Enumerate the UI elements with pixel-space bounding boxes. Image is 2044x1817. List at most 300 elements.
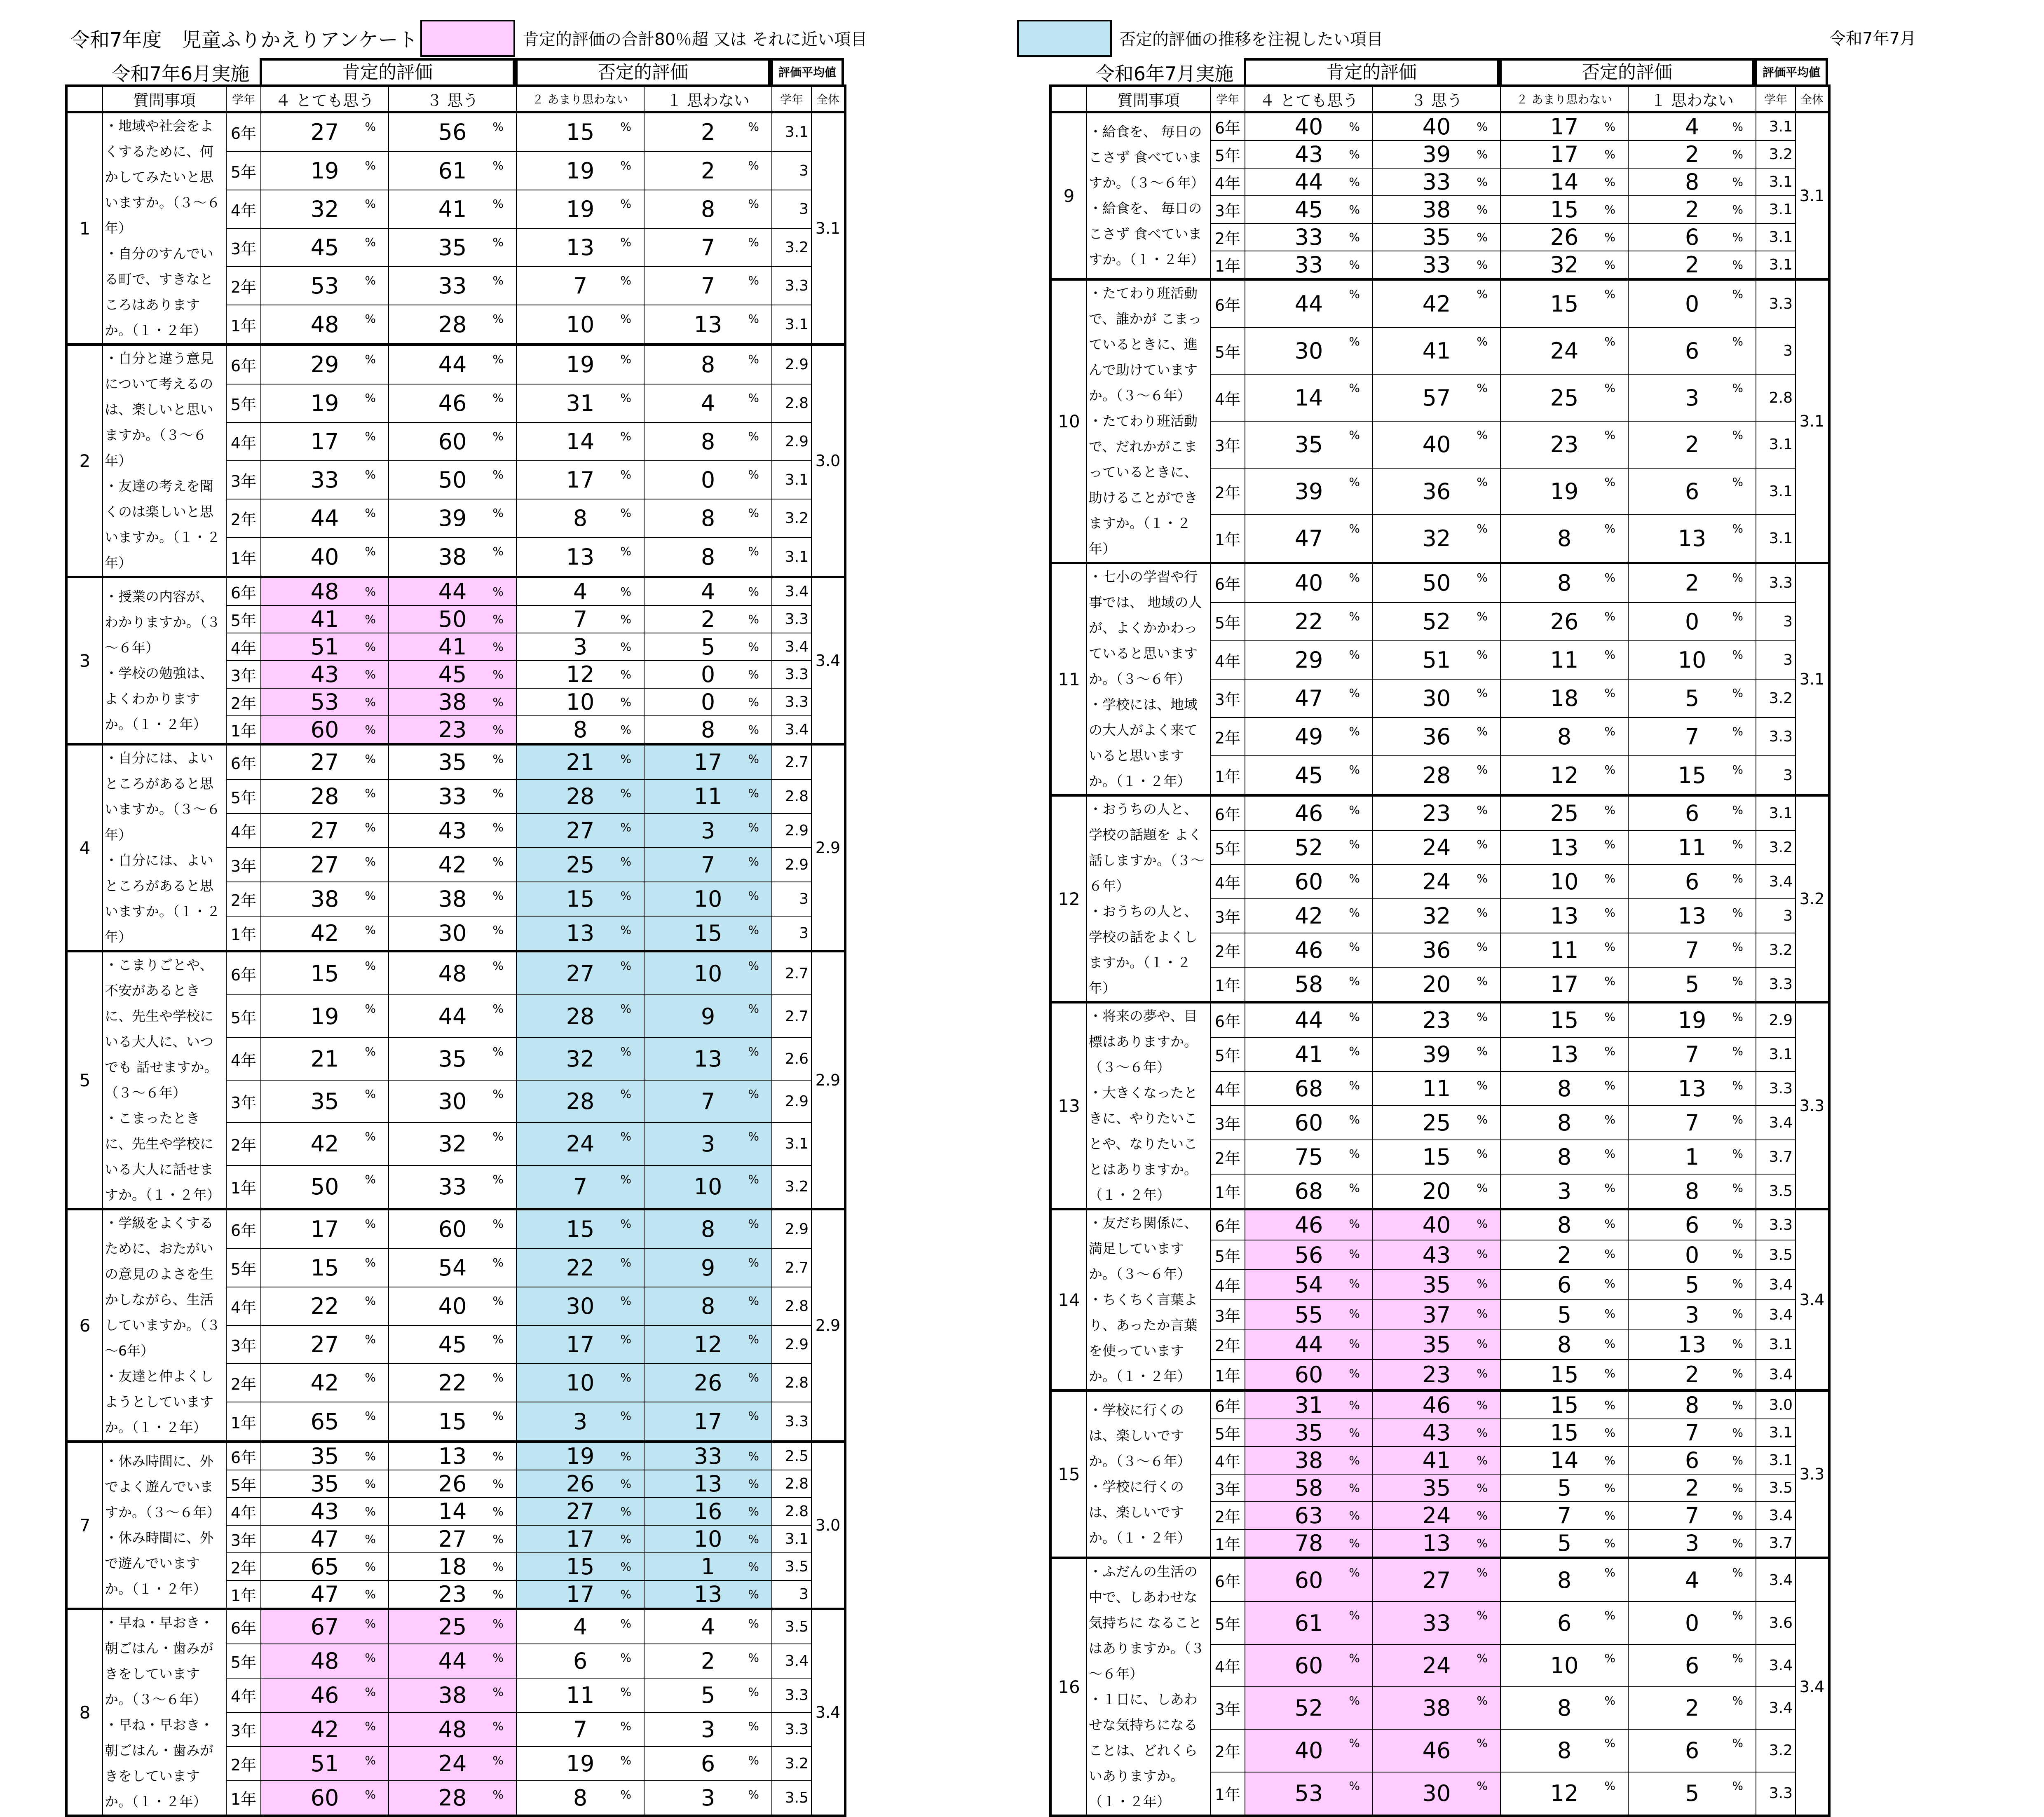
disagree-value bbox=[1628, 223, 1756, 251]
percent-value: 27 bbox=[566, 1498, 595, 1524]
strongly-agree-value bbox=[1245, 1529, 1373, 1558]
percent-sign: % bbox=[365, 1560, 376, 1573]
percent-sign: % bbox=[1604, 287, 1615, 301]
somewhat-disagree-value bbox=[516, 577, 644, 605]
percent-value: 33 bbox=[1422, 252, 1451, 278]
percent-sign: % bbox=[1604, 1454, 1615, 1467]
percent-value: 48 bbox=[438, 1716, 467, 1742]
grade-average-value: 3 bbox=[1756, 603, 1796, 641]
grade-label: 5年 bbox=[1210, 1240, 1245, 1270]
agree-value bbox=[389, 152, 516, 190]
percent-value: 7 bbox=[1685, 937, 1699, 963]
percent-sign: % bbox=[365, 695, 376, 709]
percent-value: 15 bbox=[566, 1216, 595, 1243]
percent-sign: % bbox=[1732, 837, 1743, 851]
percent-value: 27 bbox=[310, 818, 339, 844]
disagree-value bbox=[1628, 328, 1756, 375]
percent-sign: % bbox=[620, 1130, 631, 1144]
percent-sign: % bbox=[620, 1332, 631, 1346]
percent-sign: % bbox=[1604, 203, 1615, 216]
strongly-agree-value bbox=[1245, 795, 1373, 830]
percent-value: 35 bbox=[438, 1046, 467, 1072]
grade-average-value: 3.4 bbox=[1756, 1558, 1796, 1601]
agree-value bbox=[1373, 603, 1500, 641]
percent-sign: % bbox=[620, 1753, 631, 1767]
strongly-agree-value bbox=[1245, 1390, 1373, 1419]
percent-sign: % bbox=[365, 1217, 376, 1231]
percent-sign: % bbox=[620, 1685, 631, 1699]
percent-sign: % bbox=[365, 752, 376, 766]
overall-average-value: 3.1 bbox=[1796, 112, 1829, 279]
percent-value: 3 bbox=[701, 1131, 715, 1157]
percent-value: 32 bbox=[310, 196, 339, 222]
percent-sign: % bbox=[1349, 1608, 1360, 1622]
grade-label: 3年 bbox=[226, 461, 261, 499]
disagree-value bbox=[644, 1364, 772, 1402]
percent-sign: % bbox=[492, 1172, 504, 1186]
strongly-agree-value bbox=[1245, 1330, 1373, 1360]
percent-sign: % bbox=[1604, 905, 1615, 919]
percent-value: 26 bbox=[1550, 224, 1579, 250]
document-title: 令和7年度 児童ふりかえりアンケート bbox=[70, 28, 418, 52]
percent-value: 38 bbox=[438, 689, 467, 715]
somewhat-disagree-value bbox=[516, 633, 644, 661]
disagree-value bbox=[644, 1553, 772, 1580]
somewhat-disagree-value bbox=[516, 1209, 644, 1249]
percent-sign: % bbox=[620, 235, 631, 249]
disagree-value bbox=[1628, 1474, 1756, 1502]
percent-sign: % bbox=[1349, 1112, 1360, 1126]
somewhat-disagree-value bbox=[516, 384, 644, 422]
disagree-value bbox=[644, 422, 772, 461]
grade-label: 2年 bbox=[226, 1364, 261, 1402]
percent-sign: % bbox=[365, 197, 376, 211]
disagree-value bbox=[1628, 1240, 1756, 1270]
percent-value: 8 bbox=[1557, 724, 1572, 750]
grade-label: 5年 bbox=[1210, 141, 1245, 168]
grade-average-value: 3.3 bbox=[1756, 967, 1796, 1002]
percent-sign: % bbox=[492, 1719, 504, 1733]
disagree-value bbox=[1628, 830, 1756, 865]
somewhat-disagree-value bbox=[1500, 141, 1628, 168]
percent-sign: % bbox=[492, 1255, 504, 1269]
percent-sign: % bbox=[365, 821, 376, 835]
percent-sign: % bbox=[1732, 1181, 1743, 1195]
percent-value: 8 bbox=[701, 352, 715, 378]
percent-sign: % bbox=[492, 506, 504, 520]
percent-value: 28 bbox=[310, 783, 339, 810]
somewhat-disagree-value bbox=[516, 882, 644, 916]
percent-value: 40 bbox=[1294, 570, 1323, 596]
agree-value bbox=[1373, 1644, 1500, 1687]
somewhat-disagree-value bbox=[516, 305, 644, 345]
somewhat-disagree-value bbox=[1500, 641, 1628, 679]
column-header-row bbox=[1050, 86, 1829, 112]
grade-label: 4年 bbox=[226, 1038, 261, 1080]
disagree-value bbox=[644, 1644, 772, 1678]
percent-value: 10 bbox=[566, 1370, 595, 1396]
percent-sign: % bbox=[1349, 1146, 1360, 1161]
grade-average-value: 3.4 bbox=[1756, 865, 1796, 899]
overall-average-value: 3.1 bbox=[811, 112, 845, 345]
strongly-agree-value bbox=[261, 1781, 389, 1816]
percent-sign: % bbox=[1604, 258, 1615, 272]
percent-value: 8 bbox=[1557, 1109, 1572, 1136]
percent-sign: % bbox=[365, 544, 376, 558]
somewhat-disagree-value bbox=[1500, 168, 1628, 196]
somewhat-disagree-value bbox=[1500, 421, 1628, 468]
grade-label: 3年 bbox=[226, 1325, 261, 1364]
percent-value: 8 bbox=[1557, 1076, 1572, 1102]
strongly-agree-value bbox=[261, 345, 389, 384]
percent-value: 13 bbox=[1678, 1332, 1706, 1358]
percent-value: 36 bbox=[1422, 478, 1451, 504]
percent-value: 7 bbox=[1685, 724, 1699, 750]
percent-value: 17 bbox=[1550, 114, 1579, 140]
percent-sign: % bbox=[748, 544, 759, 558]
percent-sign: % bbox=[365, 889, 376, 903]
grade-label: 6年 bbox=[226, 1442, 261, 1470]
percent-value: 8 bbox=[1685, 169, 1699, 195]
table-row bbox=[1050, 1390, 1829, 1419]
percent-sign: % bbox=[1604, 1693, 1615, 1707]
percent-sign: % bbox=[748, 1449, 759, 1463]
somewhat-disagree-value bbox=[516, 1325, 644, 1364]
percent-value: 8 bbox=[1557, 1695, 1572, 1721]
percent-value: 17 bbox=[566, 467, 595, 493]
percent-sign: % bbox=[1604, 686, 1615, 700]
percent-sign: % bbox=[1349, 1247, 1360, 1261]
percent-value: 26 bbox=[438, 1471, 467, 1497]
percent-sign: % bbox=[365, 612, 376, 626]
percent-sign: % bbox=[365, 1130, 376, 1144]
strongly-agree-value bbox=[261, 190, 389, 228]
percent-value: 43 bbox=[1294, 141, 1323, 167]
grade-label: 3年 bbox=[1210, 679, 1245, 717]
strongly-agree-value bbox=[1245, 1447, 1373, 1474]
percent-value: 2 bbox=[701, 119, 715, 145]
disagree-value bbox=[644, 1712, 772, 1747]
percent-value: 40 bbox=[1294, 1737, 1323, 1764]
disagree-value bbox=[644, 345, 772, 384]
somewhat-disagree-value bbox=[516, 1712, 644, 1747]
percent-sign: % bbox=[748, 1617, 759, 1630]
percent-sign: % bbox=[748, 1130, 759, 1144]
percent-sign: % bbox=[620, 429, 631, 443]
grade-average-value: 3.1 bbox=[1756, 468, 1796, 515]
grade-label: 2年 bbox=[226, 688, 261, 716]
question-number: 12 bbox=[1050, 795, 1087, 1002]
percent-sign: % bbox=[492, 1087, 504, 1101]
somewhat-disagree-value bbox=[1500, 1209, 1628, 1240]
percent-sign: % bbox=[1604, 1044, 1615, 1058]
strongly-agree-value bbox=[261, 814, 389, 848]
percent-value: 48 bbox=[310, 579, 339, 605]
percent-value: 19 bbox=[566, 196, 595, 222]
percent-value: 6 bbox=[1685, 869, 1699, 895]
disagree-value bbox=[644, 744, 772, 779]
percent-value: 8 bbox=[573, 717, 588, 743]
percent-sign: % bbox=[620, 1560, 631, 1573]
percent-value: 50 bbox=[1422, 570, 1451, 596]
somewhat-disagree-value bbox=[516, 345, 644, 384]
strongly-agree-value bbox=[1245, 1300, 1373, 1330]
percent-sign: % bbox=[1349, 334, 1360, 348]
percent-sign: % bbox=[1349, 287, 1360, 301]
percent-sign: % bbox=[365, 1172, 376, 1186]
percent-sign: % bbox=[748, 1172, 759, 1186]
percent-value: 0 bbox=[1685, 608, 1699, 635]
percent-value: 4 bbox=[573, 1614, 588, 1640]
percent-value: 51 bbox=[310, 1750, 339, 1777]
disagree-value bbox=[1628, 1601, 1756, 1644]
grade-average-value: 3 bbox=[772, 190, 811, 228]
percent-sign: % bbox=[1477, 1693, 1488, 1707]
percent-sign: % bbox=[492, 1651, 504, 1665]
percent-value: 38 bbox=[1422, 1695, 1451, 1721]
percent-sign: % bbox=[620, 391, 631, 405]
strongly-agree-value bbox=[261, 1712, 389, 1747]
percent-value: 46 bbox=[438, 390, 467, 416]
somewhat-disagree-value bbox=[516, 1781, 644, 1816]
grade-label: 2年 bbox=[1210, 1729, 1245, 1772]
somewhat-disagree-value bbox=[1500, 279, 1628, 328]
percent-value: 41 bbox=[1294, 1041, 1323, 1068]
strongly-agree-value bbox=[261, 779, 389, 814]
somewhat-disagree-value bbox=[1500, 1729, 1628, 1772]
strongly-agree-value bbox=[261, 1038, 389, 1080]
percent-sign: % bbox=[492, 120, 504, 134]
percent-value: 40 bbox=[1422, 114, 1451, 140]
agree-value bbox=[1373, 717, 1500, 756]
percent-sign: % bbox=[1349, 475, 1360, 489]
grade-average-value: 3.1 bbox=[1756, 1419, 1796, 1447]
agree-value bbox=[389, 1364, 516, 1402]
percent-sign: % bbox=[748, 752, 759, 766]
percent-sign: % bbox=[1477, 1181, 1488, 1195]
percent-sign: % bbox=[1604, 1078, 1615, 1093]
percent-value: 8 bbox=[1557, 570, 1572, 596]
percent-value: 4 bbox=[1685, 1567, 1699, 1593]
percent-sign: % bbox=[748, 1560, 759, 1573]
grade-average-value: 3.1 bbox=[772, 1123, 811, 1165]
grade-label: 1年 bbox=[226, 916, 261, 951]
grade-average-value: 3.4 bbox=[1756, 1502, 1796, 1529]
percent-value: 67 bbox=[310, 1614, 339, 1640]
percent-value: 15 bbox=[1550, 291, 1579, 317]
grade-label: 5年 bbox=[226, 1249, 261, 1287]
table-row bbox=[66, 1209, 845, 1249]
percent-value: 27 bbox=[310, 851, 339, 878]
percent-sign: % bbox=[620, 1651, 631, 1665]
percent-sign: % bbox=[492, 1130, 504, 1144]
column-header-row bbox=[66, 86, 845, 112]
disagree-value bbox=[644, 916, 772, 951]
grade-label: 1年 bbox=[1210, 756, 1245, 795]
percent-sign: % bbox=[748, 1332, 759, 1346]
somewhat-disagree-value bbox=[1500, 1240, 1628, 1270]
overall-average-value: 3.4 bbox=[1796, 1209, 1829, 1390]
strongly-agree-value bbox=[261, 228, 389, 267]
strongly-agree-value bbox=[1245, 899, 1373, 933]
agree-value bbox=[389, 1553, 516, 1580]
percent-value: 53 bbox=[310, 273, 339, 299]
strongly-agree-value bbox=[1245, 251, 1373, 279]
disagree-value bbox=[644, 688, 772, 716]
disagree-value bbox=[1628, 1037, 1756, 1071]
strongly-agree-value bbox=[261, 1442, 389, 1470]
percent-value: 23 bbox=[1422, 800, 1451, 827]
percent-sign: % bbox=[748, 197, 759, 211]
percent-value: 24 bbox=[1422, 835, 1451, 861]
percent-value: 42 bbox=[1294, 903, 1323, 929]
percent-value: 6 bbox=[1685, 224, 1699, 250]
grade-label: 2年 bbox=[226, 1747, 261, 1781]
table-row bbox=[66, 112, 845, 152]
percent-value: 11 bbox=[694, 783, 722, 810]
percent-value: 14 bbox=[1550, 1447, 1579, 1473]
percent-value: 8 bbox=[573, 1784, 588, 1811]
somewhat-disagree-value bbox=[516, 499, 644, 537]
percent-sign: % bbox=[620, 1172, 631, 1186]
percent-value: 5 bbox=[1685, 1272, 1699, 1298]
percent-sign: % bbox=[365, 1044, 376, 1058]
percent-value: 13 bbox=[566, 920, 595, 946]
grade-label: 1年 bbox=[1210, 967, 1245, 1002]
strongly-agree-value bbox=[261, 995, 389, 1037]
percent-value: 46 bbox=[1422, 1392, 1451, 1418]
agree-value bbox=[1373, 1529, 1500, 1558]
grade-average-value: 2.8 bbox=[772, 1470, 811, 1498]
percent-sign: % bbox=[1732, 522, 1743, 536]
agree-value bbox=[1373, 421, 1500, 468]
percent-value: 0 bbox=[701, 661, 715, 687]
somewhat-disagree-value bbox=[516, 267, 644, 305]
percent-sign: % bbox=[1732, 1454, 1743, 1467]
average-group-header: 評価平均値 bbox=[1755, 58, 1828, 84]
percent-value: 13 bbox=[694, 1046, 722, 1072]
grade-label: 1年 bbox=[1210, 1772, 1245, 1816]
percent-value: 5 bbox=[701, 1682, 715, 1709]
percent-value: 17 bbox=[1550, 971, 1579, 997]
agree-value bbox=[1373, 279, 1500, 328]
grade-label: 5年 bbox=[1210, 830, 1245, 865]
strongly-agree-value bbox=[1245, 1174, 1373, 1209]
percent-sign: % bbox=[365, 1409, 376, 1423]
agree-value bbox=[389, 1402, 516, 1442]
percent-value: 19 bbox=[566, 1750, 595, 1777]
percent-value: 27 bbox=[310, 749, 339, 776]
percent-value: 58 bbox=[1294, 971, 1323, 997]
percent-sign: % bbox=[1604, 230, 1615, 244]
strongly-agree-value bbox=[261, 384, 389, 422]
percent-value: 39 bbox=[1422, 141, 1451, 167]
percent-sign: % bbox=[365, 723, 376, 736]
percent-value: 6 bbox=[1685, 1447, 1699, 1473]
grade-label: 2年 bbox=[226, 267, 261, 305]
overall-average-value: 3.1 bbox=[1796, 279, 1829, 563]
percent-value: 11 bbox=[1678, 835, 1706, 861]
disagree-value bbox=[644, 1498, 772, 1525]
percent-value: 7 bbox=[701, 851, 715, 878]
percent-sign: % bbox=[1477, 1010, 1488, 1024]
disagree-value bbox=[1628, 1002, 1756, 1037]
agree-value bbox=[1373, 1502, 1500, 1529]
somewhat-disagree-value bbox=[1500, 1140, 1628, 1174]
agree-value bbox=[1373, 899, 1500, 933]
agree-value bbox=[389, 848, 516, 882]
percent-sign: % bbox=[1477, 1336, 1488, 1350]
disagree-value bbox=[1628, 141, 1756, 168]
percent-value: 30 bbox=[566, 1293, 595, 1319]
question-number: 13 bbox=[1050, 1002, 1087, 1209]
percent-sign: % bbox=[492, 640, 504, 654]
somewhat-disagree-value bbox=[516, 1747, 644, 1781]
strongly-agree-value bbox=[1245, 421, 1373, 468]
question-header: 質問事項 bbox=[103, 86, 226, 112]
grade-average-value: 3.1 bbox=[1756, 168, 1796, 196]
percent-value: 15 bbox=[1422, 1144, 1451, 1170]
percent-sign: % bbox=[1477, 175, 1488, 189]
percent-sign: % bbox=[748, 467, 759, 481]
percent-sign: % bbox=[748, 668, 759, 681]
percent-sign: % bbox=[1349, 609, 1360, 623]
percent-value: 24 bbox=[1422, 1503, 1451, 1529]
percent-sign: % bbox=[492, 923, 504, 937]
percent-value: 11 bbox=[566, 1682, 595, 1709]
percent-sign: % bbox=[1732, 872, 1743, 886]
percent-value: 17 bbox=[310, 428, 339, 455]
percent-value: 0 bbox=[1685, 1610, 1699, 1636]
agree-value bbox=[389, 1123, 516, 1165]
percent-value: 0 bbox=[701, 689, 715, 715]
percent-value: 16 bbox=[694, 1498, 722, 1524]
percent-sign: % bbox=[492, 786, 504, 800]
percent-sign: % bbox=[492, 695, 504, 709]
percent-sign: % bbox=[1349, 571, 1360, 584]
grade-average-value: 3 bbox=[772, 152, 811, 190]
percent-sign: % bbox=[365, 1753, 376, 1767]
percent-sign: % bbox=[1477, 1481, 1488, 1495]
percent-sign: % bbox=[748, 235, 759, 249]
disagree-value bbox=[1628, 933, 1756, 967]
percent-value: 15 bbox=[1550, 1362, 1579, 1388]
percent-sign: % bbox=[1349, 1367, 1360, 1381]
table-row bbox=[1050, 1558, 1829, 1601]
grade-label: 5年 bbox=[226, 779, 261, 814]
question-number: 16 bbox=[1050, 1558, 1087, 1816]
question-text: ・七小の学習や行事では、 地域の人が、よくかかわっていると思いますか。（３～６年） ・学校には、地域の大人がよく来ていると思いますか。（１・２年） bbox=[1087, 563, 1210, 795]
percent-sign: % bbox=[1349, 837, 1360, 851]
grade-average-value: 2.7 bbox=[772, 744, 811, 779]
percent-value: 15 bbox=[310, 960, 339, 987]
percent-sign: % bbox=[1349, 1509, 1360, 1522]
percent-sign: % bbox=[1604, 609, 1615, 623]
percent-sign: % bbox=[620, 467, 631, 481]
percent-sign: % bbox=[1604, 872, 1615, 886]
percent-sign: % bbox=[620, 1617, 631, 1630]
somewhat-disagree-value bbox=[516, 1553, 644, 1580]
percent-sign: % bbox=[748, 1087, 759, 1101]
strongly-agree-value bbox=[1245, 1360, 1373, 1390]
somewhat-disagree-value bbox=[1500, 1419, 1628, 1447]
agree-value bbox=[1373, 141, 1500, 168]
percent-value: 18 bbox=[438, 1554, 467, 1580]
percent-sign: % bbox=[1477, 258, 1488, 272]
percent-value: 8 bbox=[701, 1293, 715, 1319]
disagree-value bbox=[644, 1580, 772, 1609]
percent-value: 27 bbox=[438, 1526, 467, 1552]
